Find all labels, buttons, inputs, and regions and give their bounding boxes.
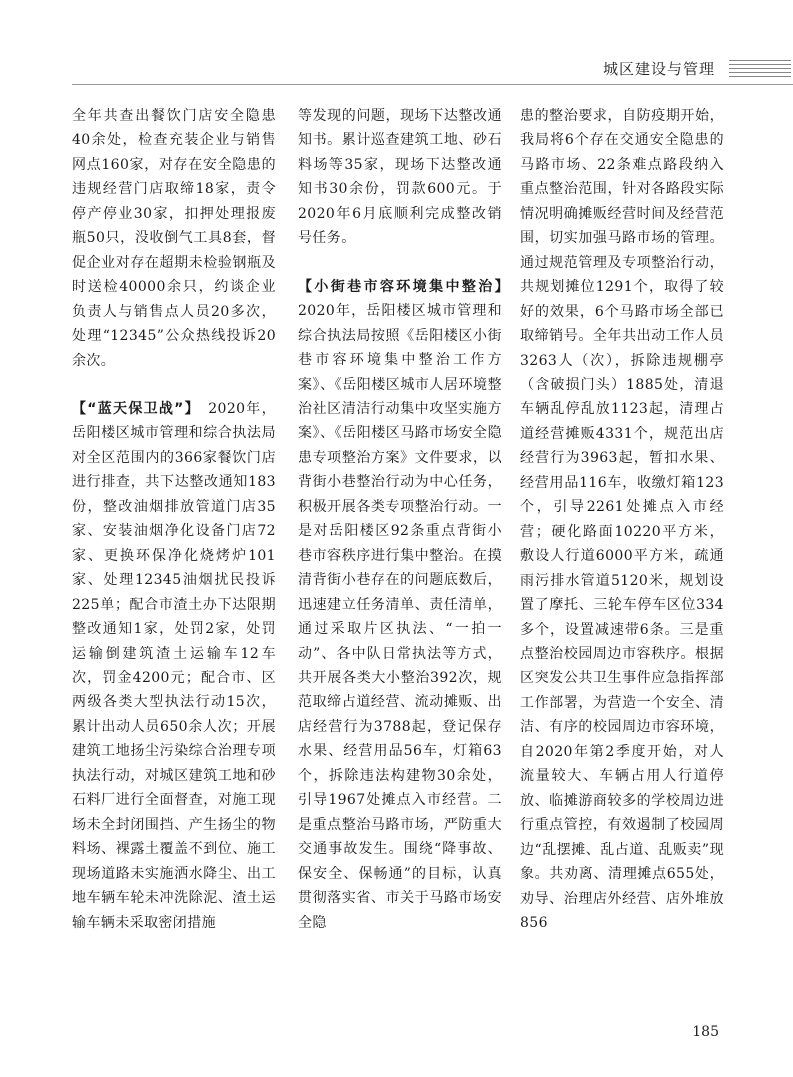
paragraph: [72, 397, 276, 935]
paragraph-text: 全年共查出餐饮门店安全隐患40余处，检查充装企业与销售网点160家，对存在安全隐患的违规经营门店取缔18家，责令停产停业30家，扣押处理报废瓶50只，没收倒气工具8套，督促企业对存在超期未检验钢瓶及时送检40000余只，约谈企业负责人与销售点人员20多次，处理“12345”公众热线投诉20余次。: [72, 108, 276, 369]
paragraph-text: 患的整治要求，自防疫期开始，我局将6个存在交通安全隐患的马路市场、22条难点路段纳入重点整治范围，针对各路段实际情况明确摊贩经营时间及经营范围，切实加强马路市场的管理。通过规范管理及专项整治行动，共规划摊位1291个，取得了较好的效果，6个马路市场全部已取缔销号。全年共出动工作人员3263人（次），拆除违规棚亭（含破损门头）1885处，清退车辆乱停乱放1123起，清理占道经营摊贩4331个，规范出店经营行为3963起，暂扣水果、经营用品116车，收缴灯箱123个，引导2261处摊点入市经营；硬化路面10220平方米，敷设人行道6000平方米，疏通雨污排水管道5120米，规划设置了摩托、三轮车停车区位334多个，设置减速带6条。三是重点整治校园周边市容秩序。根据区突发公共卫生事件应急指挥部工作部署，为营造一个安全、清洁、有序的校园周边市容环境，自2020年第2季度开始，对人流量较大、车辆占用人行道停放、临摊游商较多的学校周边进行重点管控，有效遏制了校园周边“乱摆摊、乱占道、乱贩卖”现象。共劝离、清理摊点655处，劝导、治理店外经营、店外堆放856: [520, 108, 724, 931]
text-column-1: [72, 104, 276, 1004]
page-number: 185: [692, 1024, 719, 1040]
text-column-2: [298, 104, 502, 1004]
paragraph-text: 等发现的问题，现场下达整改通知书。累计巡查建筑工地、砂石料场等35家，现场下达整改通知书30余份，罚款600元。于2020年6月底顺利完成整改销号任务。: [298, 108, 502, 247]
section-title: 城区建设与管理: [602, 60, 715, 78]
paragraph-text: 2020年，岳阳楼区城市管理和综合执法局对全区范围内的366家餐饮门店进行排查，共下达整改通知183份，整改油烟排放管道门店35家、安装油烟净化设备门店72家、更换环保净化烧烤炉101家、处理12345油烟扰民投诉225单；配合市渣土办下达限期整改通知1家，处罚2家，处罚运输倒建筑渣土运输车12车次，罚金4200元；配合市、区两级各类大型执法行动15次，累计出动人员650余人次；开展建筑工地扬尘污染综合治理专项执法行动，对城区建筑工地和砂石料厂进行全面督查，对施工现场未全封闭围挡、产生扬尘的物料场、裸露土覆盖不到位、施工现场道路未实施洒水降尘、出工地车辆车轮未冲洗除泥、渣土运输车辆未采取密闭措施: [72, 400, 276, 931]
paragraph: [520, 104, 724, 935]
paragraph: [298, 104, 502, 251]
paragraph-text: 2020年，岳阳楼区城市管理和综合执法局按照《岳阳楼区小街巷市容环境集中整治工作方案》、《岳阳楼区城市人居环境整治社区清洁行动集中攻坚实施方案》、《岳阳楼区马路市场安全隐患专项整治方案》文件要求，以背街小巷整治行动为中心任务，积极开展各类专项整治行动。一是对岳阳楼区92条重点背街小巷市容秩序进行集中整治。在摸清背街小巷存在的问题底数后，迅速建立任务清单、责任清单，通过采取片区执法、“一拍一动”、各中队日常执法等方式，共开展各类大小整治392次，规范取缔占道经营、流动摊贩、出店经营行为3788起，登记保存水果、经营用品56车，灯箱63个，拆除违法构建物30余处，引导1967处摊点入市经营。二是重点整治马路市场，严防重大交通事故发生。围绕“降事故、保安全、保畅通”的目标，认真贯彻落实省、市关于马路市场安全隐: [298, 303, 502, 931]
text-column-3: [520, 104, 724, 1004]
paragraph: [298, 275, 502, 935]
paragraph: [72, 104, 276, 373]
header-rule: [72, 84, 793, 85]
section-heading: 【小街巷市容环境集中整治】: [298, 278, 502, 295]
section-heading: 【“蓝天保卫战”】: [72, 400, 193, 417]
header-stripes-decoration: [729, 60, 791, 78]
page-header: [0, 48, 793, 88]
